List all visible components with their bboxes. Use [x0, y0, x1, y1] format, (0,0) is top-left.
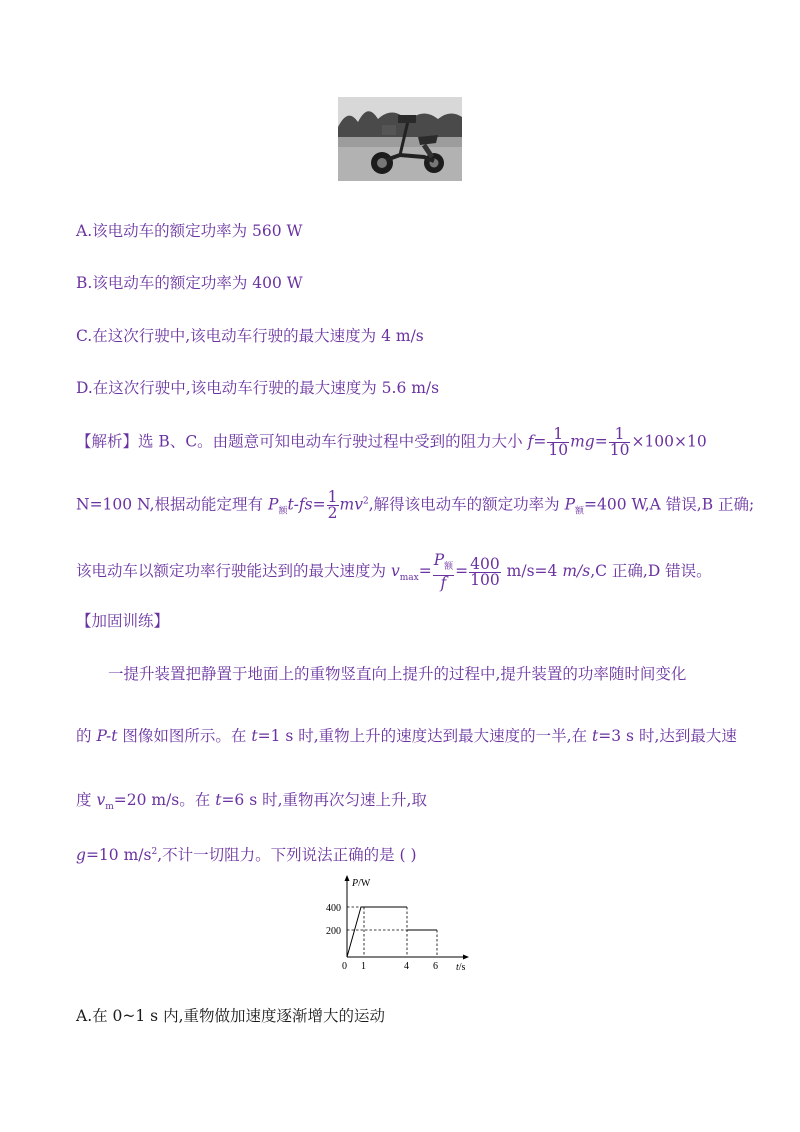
ytick-200: 200 — [326, 926, 341, 937]
option-d: D.在这次行驶中,该电动车行驶的最大速度为 5.6 m/s — [76, 379, 440, 397]
fraction-1-10: $\frac{1}{10}$ — [548, 425, 569, 459]
y-axis-label: P/W — [352, 878, 371, 889]
option-q2-a: A.在 0~1 s 内,重物做加速度逐渐增大的运动 — [76, 1007, 385, 1025]
section-heading: 【加固训练】 — [76, 612, 170, 630]
fraction-p-f: $\frac{P_额}{f}$ — [433, 551, 454, 593]
problem-line-2: 的 P-t 图像如图所示。在 t=1 s 时,重物上升的速度达到最大速度的一半,在 t=3 s 时,达到最大速 — [76, 727, 737, 745]
analysis-line-2: N=100 N,根据动能定理有 $P_额t-fs=$ $\frac{1}{2}$ $mv^2$,解得该电动车的额定功率为 $P_额=400$ W,A 错误,B 正确; — [76, 488, 755, 522]
option-b: B.该电动车的额定功率为 400 W — [76, 274, 303, 292]
xtick-4: 4 — [404, 961, 409, 972]
ytick-400: 400 — [326, 903, 341, 914]
fraction-1-2: $\frac{1}{2}$ — [327, 488, 338, 522]
x-axis-label: t/s — [456, 962, 466, 973]
xtick-0: 0 — [342, 961, 347, 972]
power-curve — [347, 907, 407, 957]
xtick-1: 1 — [361, 961, 366, 972]
option-c: C.在这次行驶中,该电动车行驶的最大速度为 4 m/s — [76, 327, 424, 345]
p-t-graph — [325, 873, 480, 973]
xtick-6: 6 — [433, 961, 438, 972]
problem-line-4: g=10 $m/s^2$,不计一切阻力。下列说法正确的是 ( ) — [76, 846, 417, 865]
analysis-line-3: 该电动车以额定功率行驶能达到的最大速度为 $v_{max}=$ $\frac{P_额}{f}$ = $\frac{400}{100}$ m/s=4 m/s,C 正确,D 错误。 — [76, 551, 712, 593]
problem-line-3: 度 $v_m=20$ m/s。在 t=6 s 时,重物再次匀速上升,取 — [76, 791, 427, 813]
y-axis-arrow — [345, 875, 350, 881]
x-axis-arrow — [463, 955, 469, 960]
problem-line-1: 一提升装置把静置于地面上的重物竖直向上提升的过程中,提升装置的功率随时间变化 — [108, 665, 687, 683]
fraction-1-10-b: $\frac{1}{10}$ — [609, 425, 630, 459]
option-a: A.该电动车的额定功率为 560 W — [76, 222, 303, 240]
electric-scooter-photo — [338, 97, 462, 181]
fraction-400-100: $\frac{400}{100}$ — [470, 554, 500, 589]
analysis-line-1: 【解析】选 B、C。由题意可知电动车行驶过程中受到的阻力大小 f= $\frac{1}{10}$ mg= $\frac{1}{10}$ ×100×10 — [76, 425, 707, 459]
